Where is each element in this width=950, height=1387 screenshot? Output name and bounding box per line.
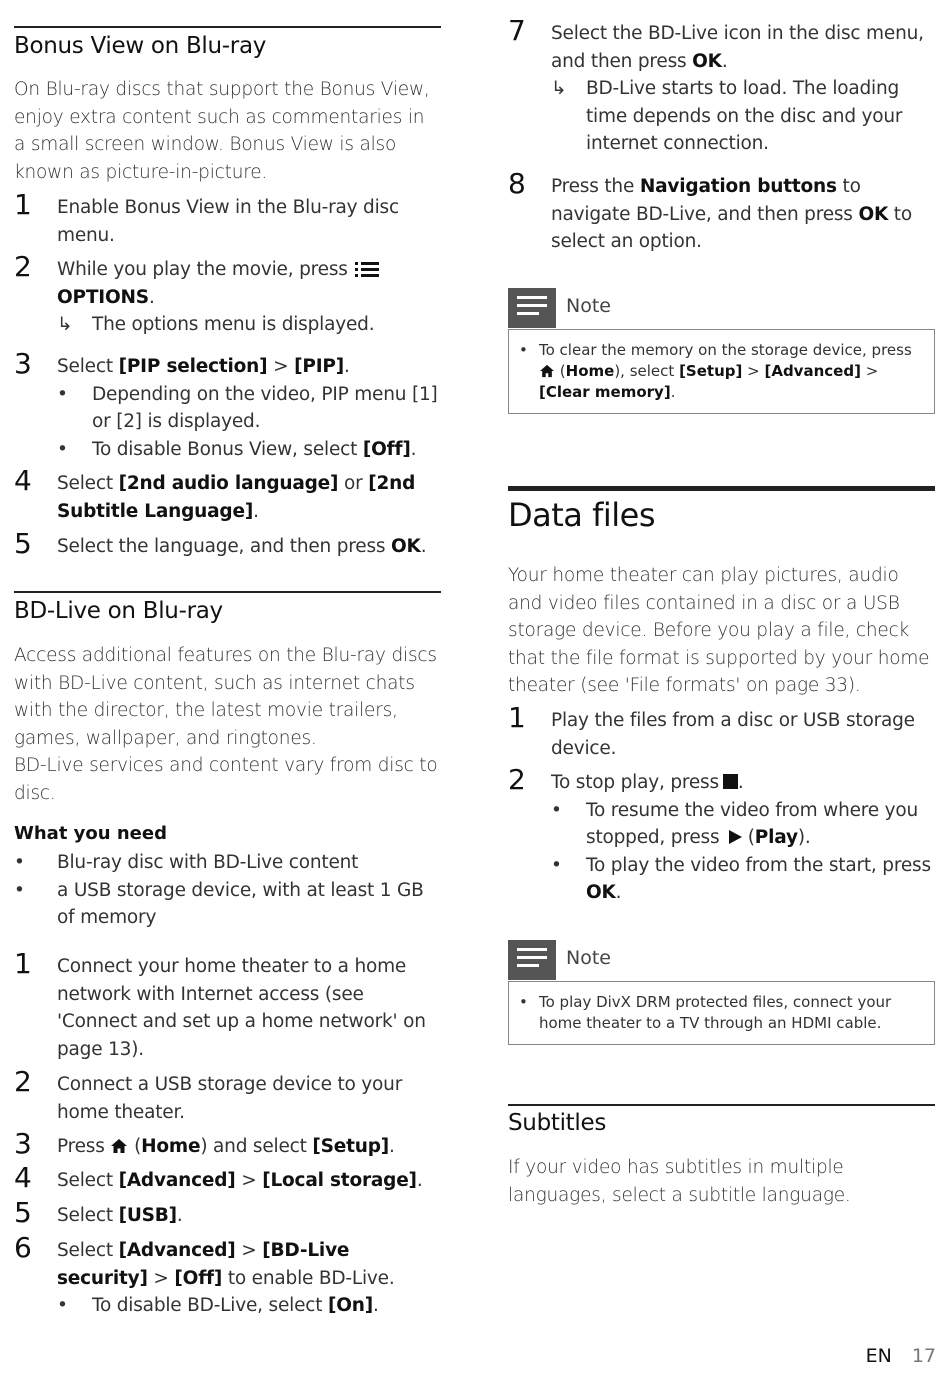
step-bullet [551, 797, 935, 852]
menu-option: [USB] [118, 1205, 177, 1226]
bd-live-intro: Access additional features on the Blu-ray discs with BD-Live content, such as internet chats with the director, the latest movie trailers, games, wallpaper, and ringtones. [14, 645, 437, 749]
bullet-text [92, 1292, 441, 1320]
bullet: • [551, 854, 562, 876]
section-rule [508, 1104, 935, 1106]
data-files-intro: Your home theater can play pictures, audio and video files contained in a disc or a USB storage device. Before you play a file, check that the file format is supported by your home theater (see 'File formats' on page 33). [508, 565, 930, 696]
step-text [57, 1202, 441, 1230]
list-item-text: Blu-ray disc with BD-Live content [57, 852, 359, 873]
text: To stop play, press [551, 772, 719, 793]
ok-label: OK [692, 50, 722, 72]
step-number: 5 [14, 1196, 32, 1229]
subtitles-title: Subtitles [508, 1110, 607, 1136]
text: To disable Bonus View, select [92, 438, 358, 460]
text: To disable BD-Live, select [92, 1295, 323, 1316]
step-text: Connect a USB storage device to your home theater. [57, 1074, 403, 1123]
play-icon [729, 830, 742, 844]
text: . [148, 286, 155, 308]
text: To play the video from the start, press [586, 854, 931, 876]
data-files-title: Data files [508, 496, 655, 534]
text: . [737, 772, 744, 793]
menu-option: [Advanced] [118, 1170, 236, 1191]
menu-option: [PIP] [294, 356, 345, 377]
list-item [14, 849, 441, 877]
step-number: 2 [508, 763, 526, 796]
step-bullet [57, 381, 441, 436]
text: ( [747, 827, 755, 848]
separator: > [747, 362, 760, 380]
home-label: Home [565, 362, 615, 380]
step-bullet [57, 1292, 441, 1320]
bullet-text [586, 852, 935, 907]
menu-option: [Setup] [679, 362, 743, 380]
menu-option: [BD-Live security] [57, 1240, 350, 1289]
bd-live-intro-2: BD-Live services and content vary from disc to disc. [14, 755, 438, 804]
home-label: Home [141, 1136, 201, 1157]
step-bullet [551, 852, 935, 907]
text: Select [57, 1205, 113, 1226]
text: Press the [551, 176, 635, 197]
step-text [57, 1237, 441, 1292]
bullet-text [586, 797, 935, 852]
step-text [551, 20, 935, 75]
step-number: 2 [14, 1065, 32, 1098]
menu-option: [Setup] [312, 1136, 390, 1157]
step-result [57, 311, 441, 339]
note-box [508, 329, 935, 414]
section-rule-thick [508, 486, 935, 491]
text: ). [797, 827, 811, 848]
step-text: Play the files from a disc or USB storage device. [551, 710, 915, 759]
result-arrow-icon: ↳ [551, 78, 567, 99]
play-label: Play [754, 827, 798, 848]
bd-step-6 [14, 1231, 441, 1320]
bd-step-5 [14, 1196, 441, 1230]
menu-option: [Advanced] [764, 362, 861, 380]
bullet-text [92, 436, 441, 464]
bonus-step-3 [14, 347, 441, 463]
ok-label: OK [858, 203, 889, 225]
bullet: • [57, 383, 68, 405]
navigation-buttons-label: Navigation buttons [639, 176, 837, 197]
text: While you play the movie, press [57, 259, 348, 280]
list-item [14, 877, 441, 932]
note-label: Note [566, 295, 611, 317]
home-icon [539, 364, 555, 378]
home-icon [110, 1138, 128, 1154]
text: . [670, 383, 676, 401]
step-number: 6 [14, 1231, 32, 1264]
step-text [57, 1133, 441, 1161]
step-number: 3 [14, 347, 32, 380]
text: or [343, 473, 363, 494]
menu-option: [Clear memory] [539, 383, 671, 401]
text: ), select [614, 362, 675, 380]
bullet: • [519, 341, 528, 359]
bullet: • [57, 438, 68, 460]
separator: > [273, 356, 289, 377]
step-result [551, 75, 935, 158]
step-number: 8 [508, 167, 526, 200]
text: Select [57, 356, 113, 377]
bonus-step-1 [14, 188, 441, 249]
bullet: • [57, 1295, 68, 1316]
note-header [508, 288, 935, 328]
separator: > [241, 1170, 257, 1191]
step-text [57, 353, 441, 381]
bd-step-3 [14, 1127, 441, 1161]
note-header [508, 940, 935, 980]
options-label: OPTIONS [57, 286, 149, 308]
subtitles-intro: If your video has subtitles in multiple languages, select a subtitle language. [508, 1157, 851, 1206]
bonus-step-5 [14, 527, 441, 561]
bd-step-7 [508, 14, 935, 158]
text: . [176, 1205, 183, 1226]
text: Select [57, 1240, 113, 1261]
text: Select the language, and then press [57, 536, 386, 557]
text: ( [134, 1136, 142, 1157]
step-number: 1 [14, 188, 32, 221]
text: to select an option. [551, 203, 912, 252]
step-number: 7 [508, 14, 526, 47]
step-number: 2 [14, 250, 32, 283]
options-icon [355, 261, 379, 277]
text: ( [559, 362, 566, 380]
bonus-step-4 [14, 464, 441, 525]
text: To resume the video from where you stopped, press [586, 799, 919, 848]
page-number: 17 [911, 1345, 936, 1367]
text: . [410, 438, 417, 460]
text: To clear the memory on the storage device, press [539, 341, 912, 359]
bd-live-title: BD-Live on Blu-ray [14, 598, 223, 624]
section-rule [14, 26, 441, 28]
text: To play DivX DRM protected files, connect your home theater to a TV through an HDMI cable. [539, 993, 892, 1032]
menu-option: [2nd audio language] [118, 473, 339, 494]
text: . [344, 356, 350, 377]
bullet: • [551, 799, 562, 821]
bullet: • [14, 879, 25, 901]
result-text: BD-Live starts to load. The loading time depends on the disc and your internet connection. [586, 78, 903, 154]
ok-label: OK [391, 536, 421, 557]
menu-option: [Advanced] [118, 1240, 236, 1261]
note-icon [508, 288, 556, 328]
text: ) and select [200, 1136, 307, 1157]
step-text: Connect your home theater to a home network with Internet access (see 'Connect and set up a home network' on page 13). [57, 956, 426, 1060]
bonus-view-intro: On Blu-ray discs that support the Bonus View, enjoy extra content such as commentaries in a small screen window. Bonus View is also known as picture-in-picture. [14, 79, 430, 183]
step-text [57, 1167, 441, 1195]
result-arrow-icon: ↳ [57, 314, 73, 335]
step-number: 4 [14, 1161, 32, 1194]
text: . [416, 1170, 423, 1191]
step-number: 5 [14, 527, 32, 560]
data-step-1 [508, 701, 935, 762]
text: . [721, 50, 728, 72]
step-text [551, 173, 935, 256]
bd-step-1 [14, 947, 441, 1063]
page-footer [866, 1345, 936, 1367]
separator: > [865, 362, 879, 380]
bd-step-8 [508, 167, 935, 256]
text: . [372, 1295, 379, 1316]
text: . [389, 1136, 395, 1157]
footer-language: EN [865, 1345, 892, 1367]
note-icon [508, 940, 556, 980]
step-text [57, 533, 441, 561]
separator: > [153, 1267, 169, 1289]
step-number: 4 [14, 464, 32, 497]
separator: > [241, 1240, 257, 1261]
text: . [253, 500, 259, 522]
list-item-text: a USB storage device, with at least 1 GB of memory [57, 879, 424, 928]
text: . [615, 882, 622, 903]
ok-label: OK [586, 882, 616, 903]
step-text [551, 769, 935, 797]
menu-option: [Off] [174, 1267, 223, 1289]
bullet: • [519, 993, 528, 1011]
step-number: 3 [14, 1127, 32, 1160]
step-number: 1 [508, 701, 526, 734]
menu-option: [Off] [362, 438, 411, 460]
section-rule [14, 591, 441, 593]
text: . [420, 536, 427, 557]
text: Press [57, 1136, 105, 1157]
step-text [57, 470, 441, 525]
result-text: The options menu is displayed. [92, 314, 375, 335]
note-text [509, 982, 934, 1044]
text: Select [57, 473, 113, 494]
step-text [57, 256, 441, 311]
text: to navigate BD-Live, and then press [551, 176, 861, 225]
menu-option: [PIP selection] [118, 356, 268, 377]
menu-option: [On] [327, 1295, 373, 1316]
bullet: • [14, 852, 25, 873]
text: Select [57, 1170, 113, 1191]
step-bullet [57, 436, 441, 464]
text: Select the BD-Live icon in the disc menu, and then press [551, 23, 924, 72]
bd-step-2 [14, 1065, 441, 1126]
step-text: Enable Bonus View in the Blu-ray disc menu. [57, 197, 399, 246]
bonus-step-2 [14, 250, 441, 339]
step-number: 1 [14, 947, 32, 980]
bullet-text: Depending on the video, PIP menu [1] or [2] is displayed. [92, 383, 438, 432]
data-step-2 [508, 763, 935, 907]
what-you-need-heading: What you need [14, 823, 167, 844]
bonus-view-title: Bonus View on Blu-ray [14, 33, 267, 59]
note-label: Note [566, 947, 611, 969]
text: to enable BD-Live. [227, 1267, 395, 1289]
note-box [508, 981, 935, 1045]
bd-step-4 [14, 1161, 441, 1195]
note-text [509, 330, 934, 413]
menu-option: [2nd Subtitle Language] [57, 473, 416, 522]
needs-list [14, 849, 441, 932]
stop-icon [723, 774, 738, 789]
menu-option: [Local storage] [262, 1170, 417, 1191]
